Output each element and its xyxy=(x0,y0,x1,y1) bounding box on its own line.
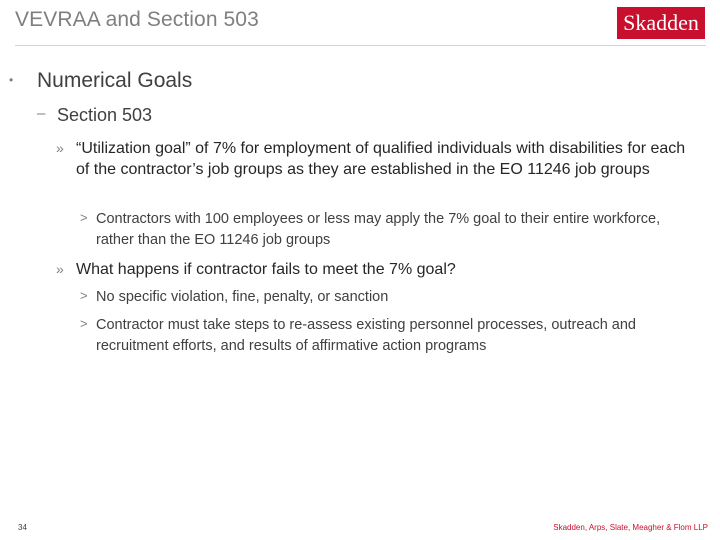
bullet-section-503 xyxy=(37,105,153,126)
bullet-text: No specific violation, fine, penalty, or sanction xyxy=(96,289,389,305)
bullet-chevron-icon: > xyxy=(80,316,88,331)
bullet-numerical-goals xyxy=(9,69,193,93)
bullet-double-chevron-icon: » xyxy=(56,261,64,277)
bullet-text: “Utilization goal” of 7% for employment of qualified individuals with disabilities for each of the contractor’s job groups as they are established in the EO 11246 job groups xyxy=(76,140,686,178)
skadden-logo: Skadden xyxy=(617,7,705,39)
bullet-dot-icon: • xyxy=(9,73,14,87)
bullet-text: Contractors with 100 employees or less may apply the 7% goal to their entire workforce, rather than the EO 11246 job groups xyxy=(96,211,661,248)
bullet-small-contractors xyxy=(80,209,686,251)
bullet-chevron-icon: > xyxy=(80,210,88,225)
footer-firm-name: Skadden, Arps, Slate, Meagher & Flom LLP xyxy=(553,523,708,532)
bullet-fails-goal xyxy=(56,259,686,280)
bullet-text: Numerical Goals xyxy=(37,69,193,92)
bullet-utilization-goal xyxy=(56,138,686,180)
bullet-dash-icon: – xyxy=(37,105,46,122)
bullet-text: Contractor must take steps to re-assess existing personnel processes, outreach and recruitment efforts, and results of affirmative action programs xyxy=(96,317,636,354)
bullet-no-violation xyxy=(80,287,686,308)
bullet-double-chevron-icon: » xyxy=(56,140,64,156)
bullet-chevron-icon: > xyxy=(80,288,88,303)
bullet-reassess xyxy=(80,315,686,357)
slide-title: VEVRAA and Section 503 xyxy=(15,8,259,31)
page-number: 34 xyxy=(18,523,27,532)
bullet-text: What happens if contractor fails to meet the 7% goal? xyxy=(76,261,456,278)
bullet-text: Section 503 xyxy=(57,105,153,125)
